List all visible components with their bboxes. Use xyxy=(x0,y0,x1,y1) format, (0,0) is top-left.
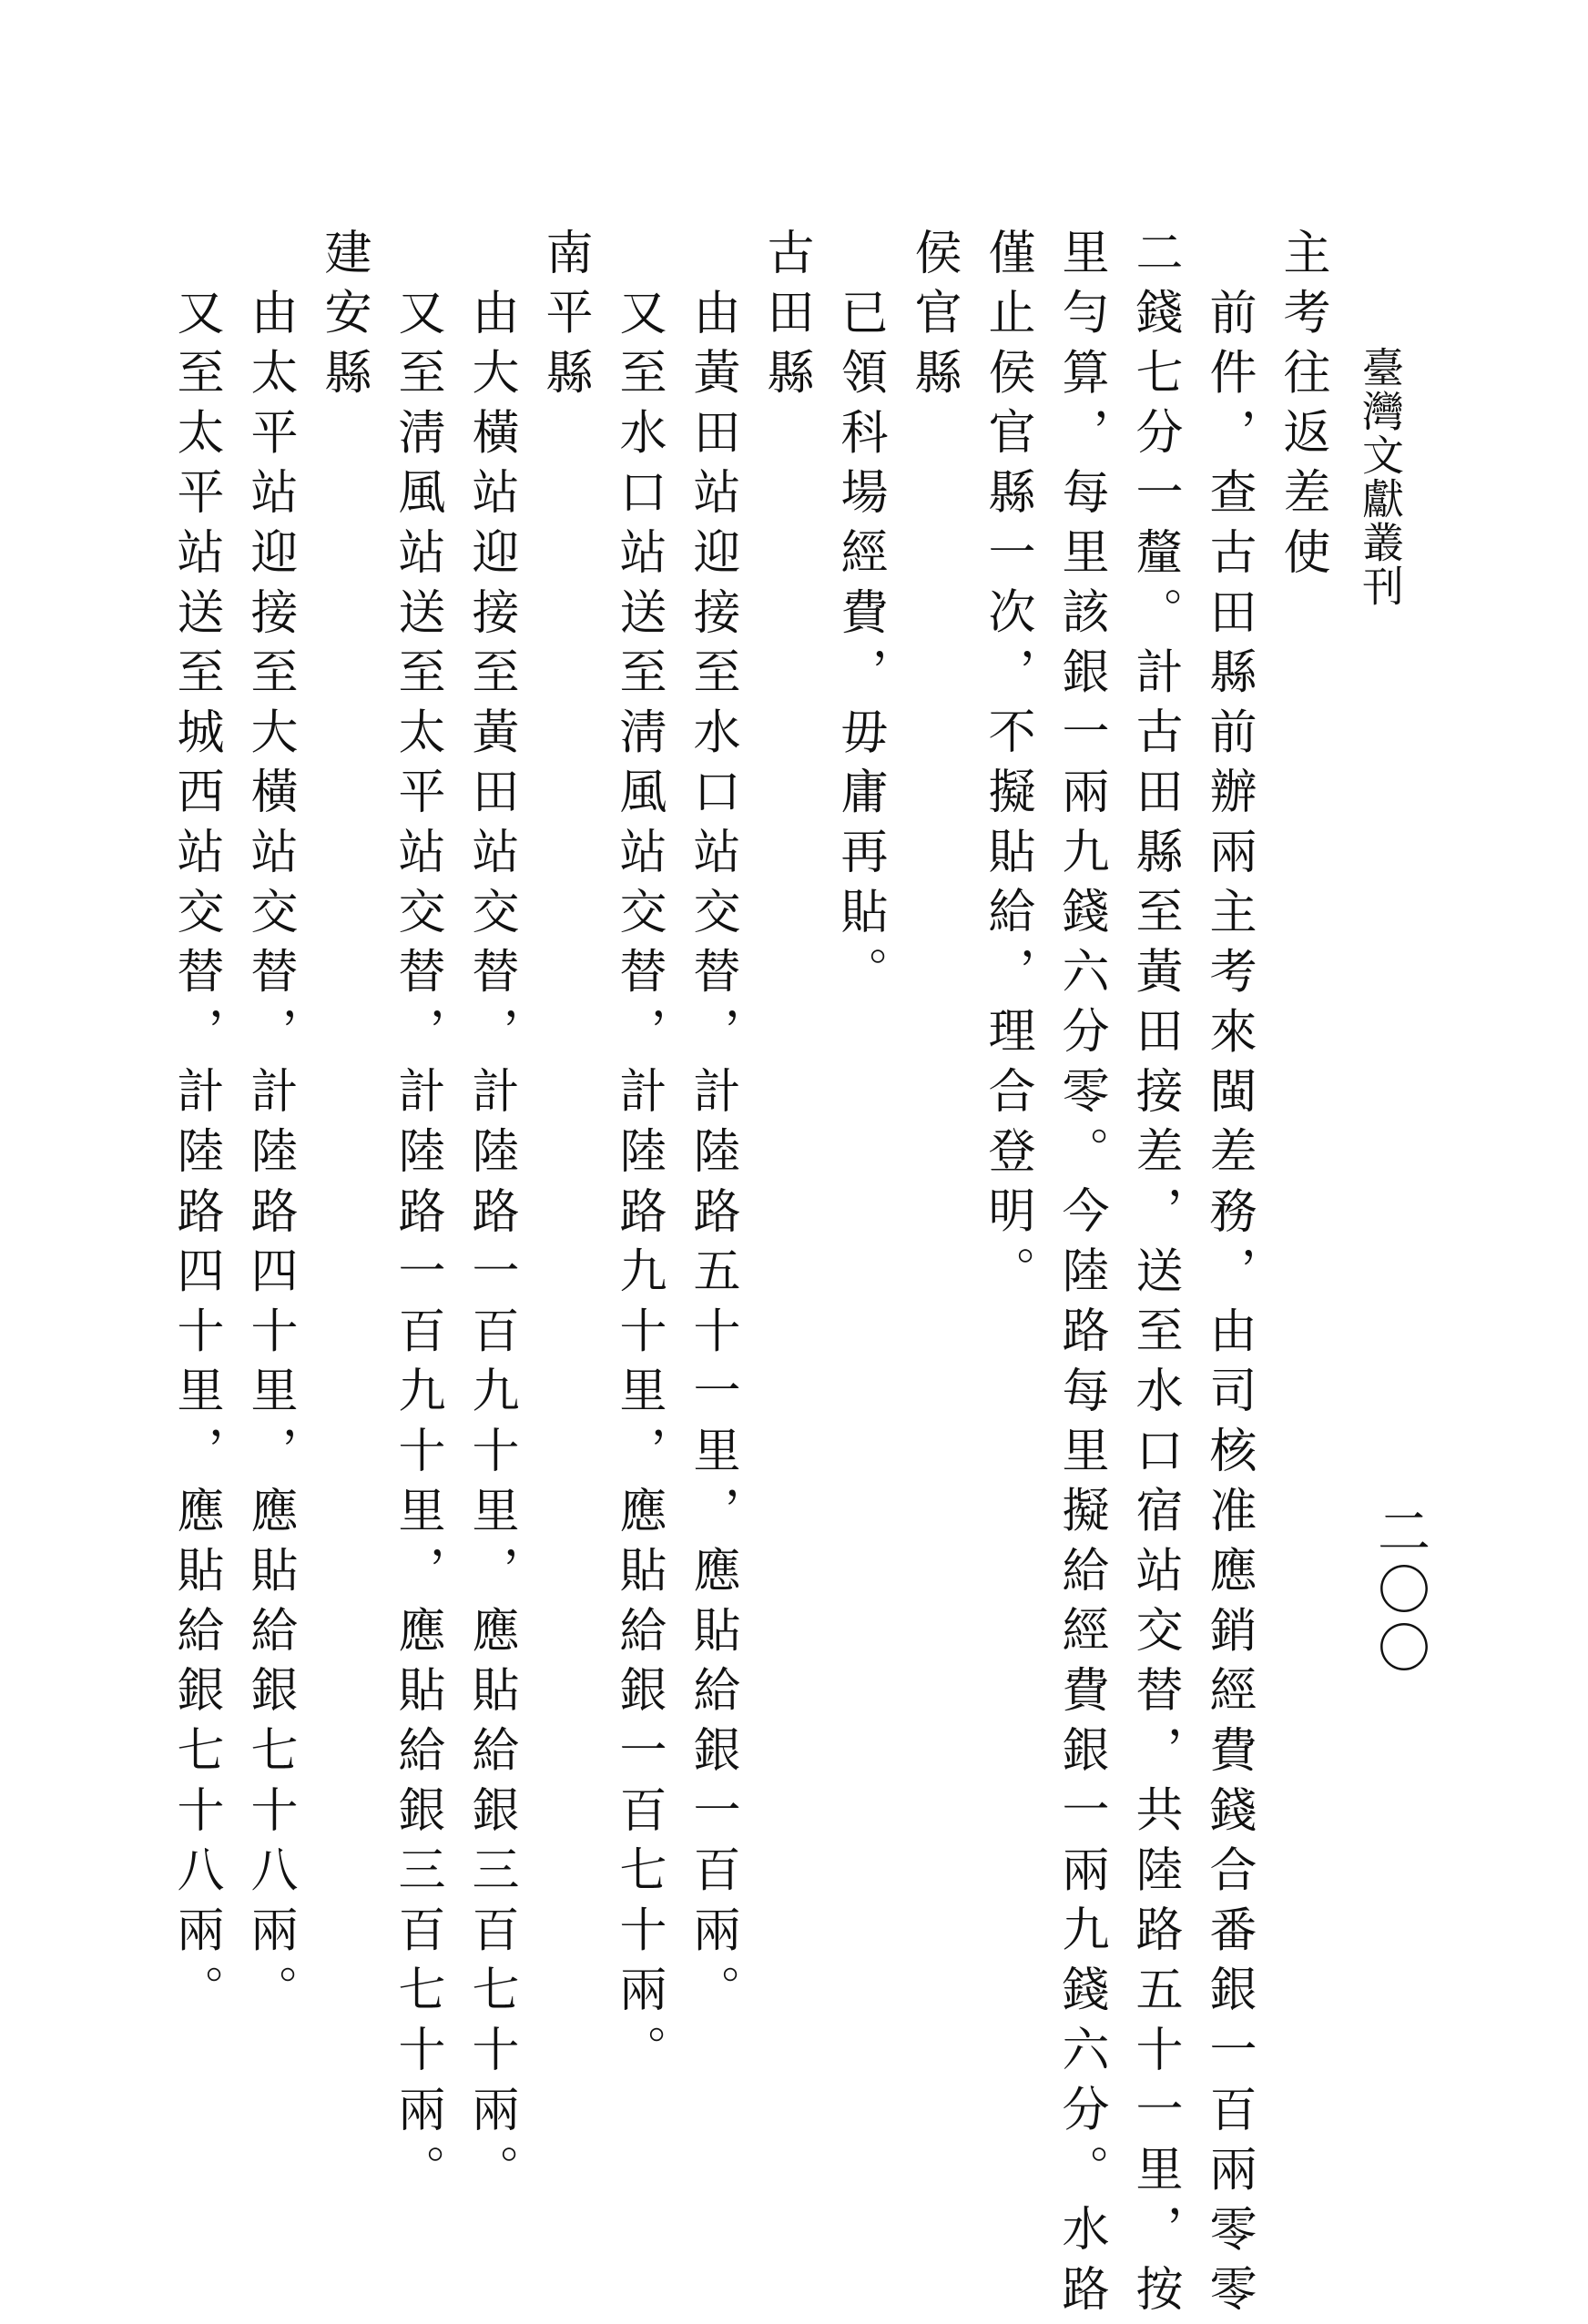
text-column: 里勻算，每里該銀一兩九錢六分零。今陸路每里擬給經費銀一兩九錢六分。水路 xyxy=(1054,228,1108,2324)
section-heading: 古田縣 xyxy=(758,228,813,408)
section-heading: 建安縣 xyxy=(316,228,371,408)
running-header-title: 臺灣文獻叢刊 xyxy=(1356,346,1405,608)
text-column: 又至淸風站送至太平站交替，計陸路一百九十里，應貼給銀三百七十兩。 xyxy=(390,288,444,2205)
text-column: 已領科場經費，毋庸再貼。 xyxy=(832,288,887,1007)
text-column: 由大橫站迎接至黃田站交替，計陸路一百九十里，應貼給銀三百七十兩。 xyxy=(463,288,518,2205)
section-heading: 侯官縣 xyxy=(906,228,961,408)
text-column: 又至水口站送至淸風站交替，計陸路九十里，應貼給銀一百七十兩。 xyxy=(611,288,666,2085)
page-number: 二〇〇 xyxy=(1369,1504,1430,1679)
section-heading: 南平縣 xyxy=(537,228,592,408)
body-text xyxy=(137,228,1339,2324)
text-column: 二錢七分一釐。計古田縣至黃田接差，送至水口宿站交替，共陸路五十一里，按 xyxy=(1127,228,1182,2324)
text-column: 前件，查古田縣前辦兩主考來閩差務，由司核准應銷經費錢合番銀一百兩零零 xyxy=(1201,288,1256,2324)
text-column: 由黃田站迎接至水口站交替，計陸路五十一里，應貼給銀一百兩。 xyxy=(685,288,739,2025)
text-column: 由太平站迎接至大橫站交替，計陸路四十里，應貼給銀七十八兩。 xyxy=(242,288,297,2025)
text-column: 又至太平站送至城西站交替，計陸路四十里，應貼給銀七十八兩。 xyxy=(168,288,223,2025)
text-column: 僅止侯官縣一次，不擬貼給，理合登明。 xyxy=(980,228,1034,1306)
text-column: 主考往返差使 xyxy=(1275,228,1329,587)
